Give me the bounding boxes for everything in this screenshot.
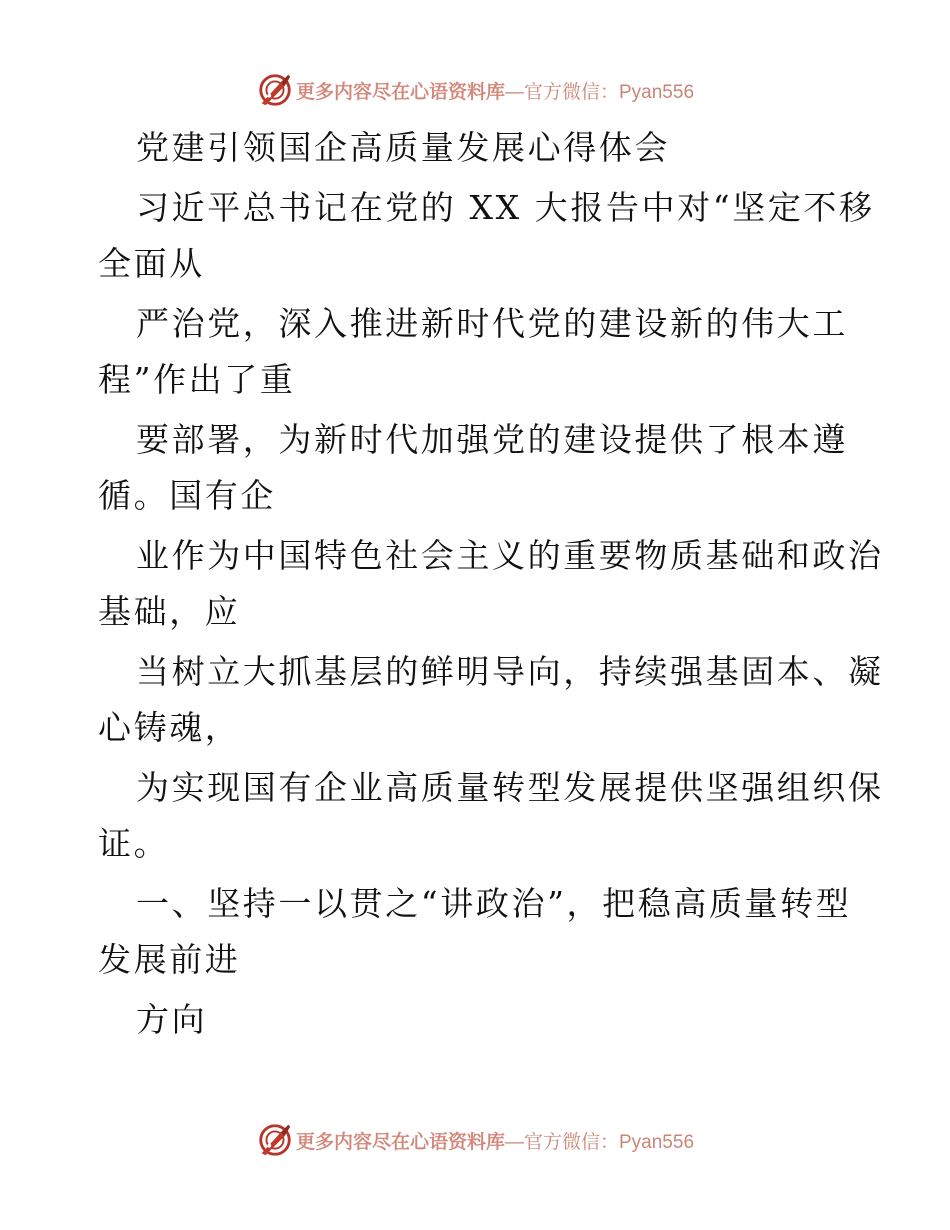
watermark-brand-text: 更多内容尽在心语资料库: [295, 80, 505, 103]
section-heading-line: 发展前进: [98, 940, 241, 979]
watermark-banner-bottom: [0, 1120, 950, 1160]
paragraph-line: 程”作出了重: [98, 360, 296, 399]
watermark-banner-top: [0, 70, 950, 110]
watermark-wechat-text: —官方微信：Pyan556: [505, 1131, 695, 1153]
pen-logo-icon: [256, 1121, 294, 1159]
document-title: 党建引领国企高质量发展心得体会: [136, 128, 670, 167]
section-heading-line: 一、坚持一以贯之“讲政治”，把稳高质量转型: [136, 884, 852, 923]
paragraph-line: 要部署，为新时代加强党的建设提供了根本遵: [136, 420, 848, 459]
paragraph-line: 当树立大抓基层的鲜明导向，持续强基固本、凝: [136, 652, 884, 691]
paragraph-line: 证。: [98, 824, 170, 863]
section-heading-line: 方向: [136, 1000, 208, 1039]
paragraph-line: 为实现国有企业高质量转型发展提供坚强组织保: [136, 768, 884, 807]
paragraph-line: 心铸魂，: [98, 708, 241, 747]
watermark-brand-text: 更多内容尽在心语资料库: [295, 1130, 505, 1153]
paragraph-line: 习近平总书记在党的 XX 大报告中对“坚定不移: [136, 188, 875, 227]
pen-logo-icon: [256, 71, 294, 109]
paragraph-line: 基础，应: [98, 592, 241, 631]
paragraph-line: 严治党，深入推进新时代党的建设新的伟大工: [136, 304, 848, 343]
paragraph-line: 业作为中国特色社会主义的重要物质基础和政治: [136, 536, 884, 575]
paragraph-line: 全面从: [98, 244, 205, 283]
watermark-wechat-text: —官方微信：Pyan556: [505, 81, 695, 103]
paragraph-line: 循。国有企: [98, 476, 276, 515]
